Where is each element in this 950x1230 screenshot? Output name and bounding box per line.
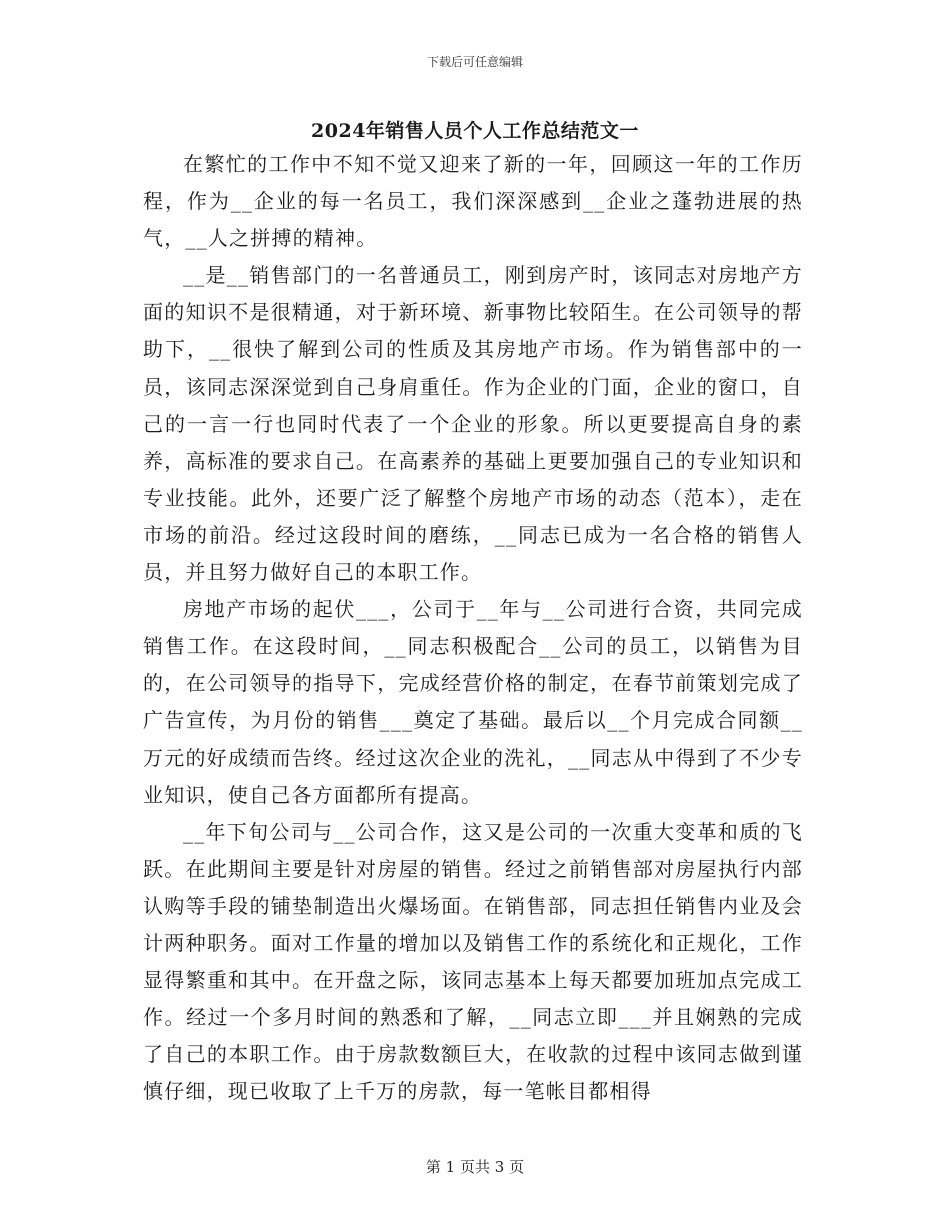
paragraph-4: __年下旬公司与__公司合作，这又是公司的一次重大变革和质的飞跃。在此期间主要是针对房屋的销售。经过之前销售部对房屋执行内部认购等手段的铺垫制造出火爆场面。在销售部，同志担任销售内业及会计两种职务。面对工作量的增加以及销售工作的系统化和正规化，工作显得繁重和其中。在开盘之际，该同志基本上每天都要加班加点完成工作。经过一个多月时间的熟悉和了解，__同志立即___并且娴熟的完成了自己的本职工作。由于房款数额巨大，在收款的过程中该同志做到谨慎仔细，现已收取了上千万的房款，每一笔帐目都相得 (143, 819, 803, 1104)
paragraph-3: 房地产市场的起伏___，公司于__年与__公司进行合资，共同完成销售工作。在这段时间，__同志积极配合__公司的员工，以销售为目的，在公司领导的指导下，完成经营价格的制定，在春节前策划完成了广告宣传，为月份的销售___奠定了基础。最后以__个月完成合同额__万元的好成绩而告终。经过这次企业的洗礼，__同志从中得到了不少专业知识，使自己各方面都所有提高。 (143, 597, 803, 807)
document-title: 2024年销售人员个人工作总结范文一 (311, 120, 639, 142)
page-number: 第 1 页共 3 页 (425, 1158, 525, 1176)
paragraph-2: __是__销售部门的一名普通员工，刚到房产时，该同志对房地产方面的知识不是很精通，对于新环境、新事物比较陌生。在公司领导的帮助下，__很快了解到公司的性质及其房地产市场。作为销售部中的一员，该同志深深觉到自己身肩重任。作为企业的门面，企业的窗口，自己的一言一行也同时代表了一个企业的形象。所以更要提高自身的素养，高标准的要求自己。在高素养的基础上更要加强自己的专业知识和专业技能。此外，还要广泛了解整个房地产市场的动态（范本），走在市场的前沿。经过这段时间的磨练，__同志已成为一名合格的销售人员，并且努力做好自己的本职工作。 (143, 263, 803, 585)
page-header-note: 下载后可任意编辑 (426, 55, 523, 69)
document-body (143, 146, 803, 1110)
paragraph-1: 在繁忙的工作中不知不觉又迎来了新的一年，回顾这一年的工作历程，作为__企业的每一名员工，我们深深感到__企业之蓬勃进展的热气，__人之拼搏的精神。 (143, 152, 803, 251)
